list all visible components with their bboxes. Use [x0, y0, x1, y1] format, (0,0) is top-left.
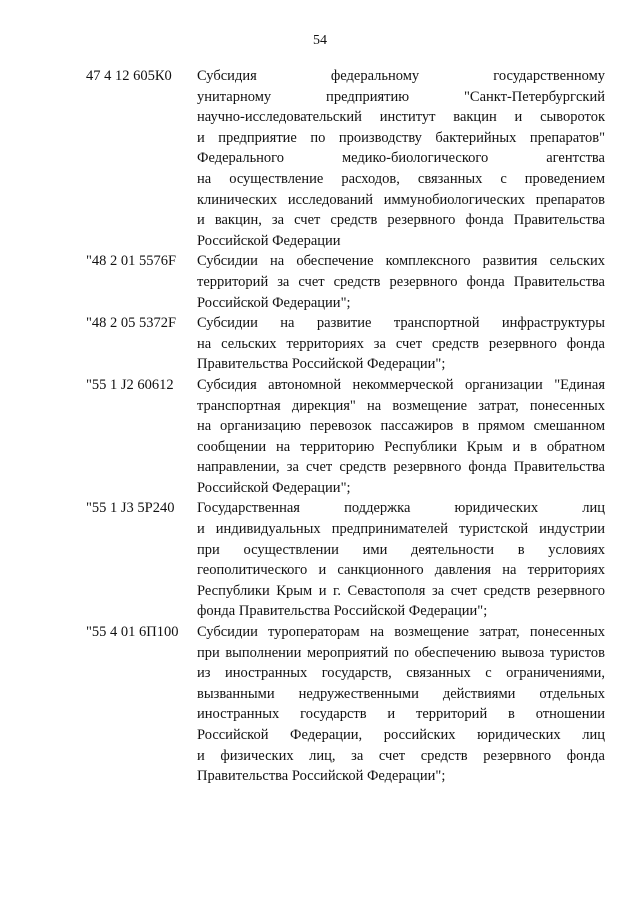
description-line: Правительства Российской Федерации"; [197, 356, 446, 373]
description-line: территорий за счет средств резервного фонда Правительства [197, 273, 605, 290]
description-line: сообщении на территорию Республики Крым и в обратном [197, 438, 605, 455]
budget-entry [86, 66, 605, 251]
description-line: и предприятие по производству бактерийных препаратов" [197, 129, 605, 146]
description-line: Субсидия автономной некоммерческой организации "Единая [197, 376, 605, 393]
description-line: Российской Федерации"; [197, 294, 351, 311]
entry-description [197, 251, 605, 313]
description-line: на организацию перевозок пассажиров в прямом смешанном [197, 418, 605, 435]
description-line: транспортная дирекция" на возмещение затрат, понесенных [197, 397, 605, 414]
description-line: Федерального медико-биологического агентства [197, 150, 605, 167]
description-line: Российской Федерации"; [197, 479, 351, 496]
page-number: 54 [313, 33, 327, 48]
description-line: научно-исследовательский институт вакцин и сывороток [197, 109, 605, 126]
budget-entry [86, 375, 605, 499]
budget-entry [86, 498, 605, 622]
budget-code: "48 2 01 5576F [86, 253, 177, 270]
description-line: иностранных государств и территорий в отношении [197, 706, 605, 723]
entry-description [197, 622, 605, 787]
budget-code: "55 4 01 6П100 [86, 624, 179, 641]
budget-code: "55 1 J2 60612 [86, 376, 174, 393]
description-line: Субсидии на развитие транспортной инфраструктуры [197, 315, 605, 332]
budget-code-list [86, 66, 605, 787]
description-line: при осуществлении ими деятельности в условиях [197, 541, 605, 558]
description-line: и индивидуальных предпринимателей туристской индустрии [197, 521, 605, 538]
entry-description [197, 375, 605, 499]
budget-code: 47 4 12 605К0 [86, 68, 172, 84]
budget-code: "48 2 05 5372F [86, 315, 177, 332]
description-line: Субсидия федеральному государственному [197, 68, 605, 84]
description-line: направлении, за счет средств резервного фонда Правительства [197, 459, 605, 476]
description-line: Субсидии туроператорам на возмещение затрат, понесенных [197, 624, 605, 641]
description-line: клинических исследований иммунобиологических препаратов [197, 191, 605, 208]
description-line: фонда Правительства Российской Федерации"; [197, 603, 488, 620]
entry-description [197, 66, 605, 251]
budget-entry [86, 622, 605, 787]
description-line: Правительства Российской Федерации"; [197, 768, 446, 785]
description-line: вызванными недружественными действиями отдельных [197, 685, 605, 702]
description-line: Российской Федерации, российских юридических лиц [197, 727, 605, 743]
budget-code: "55 1 J3 5P240 [86, 500, 175, 517]
entry-description [197, 313, 605, 375]
description-line: при выполнении мероприятий по обеспечению вывоза туристов [197, 644, 605, 661]
description-line: и физических лиц, за счет средств резервного фонда [197, 747, 605, 764]
description-line: геополитического и санкционного давления на территориях [197, 562, 605, 579]
budget-entry [86, 251, 605, 313]
description-line: из иностранных государств, связанных с ограничениями, [197, 665, 605, 682]
description-line: Государственная поддержка юридических лиц [197, 500, 605, 517]
budget-entry [86, 313, 605, 375]
description-line: унитарному предприятию "Санкт-Петербургский [197, 88, 605, 105]
description-line: на сельских территориях за счет средств резервного фонда [197, 335, 605, 352]
entry-description [197, 498, 605, 622]
description-line: Российской Федерации [197, 232, 341, 249]
description-line: Республики Крым и г. Севастополя за счет средств резервного [197, 582, 605, 599]
description-line: Субсидии на обеспечение комплексного развития сельских [197, 253, 605, 270]
description-line: и вакцин, за счет средств резервного фонда Правительства [197, 212, 605, 229]
description-line: на осуществление расходов, связанных с проведением [197, 170, 605, 187]
